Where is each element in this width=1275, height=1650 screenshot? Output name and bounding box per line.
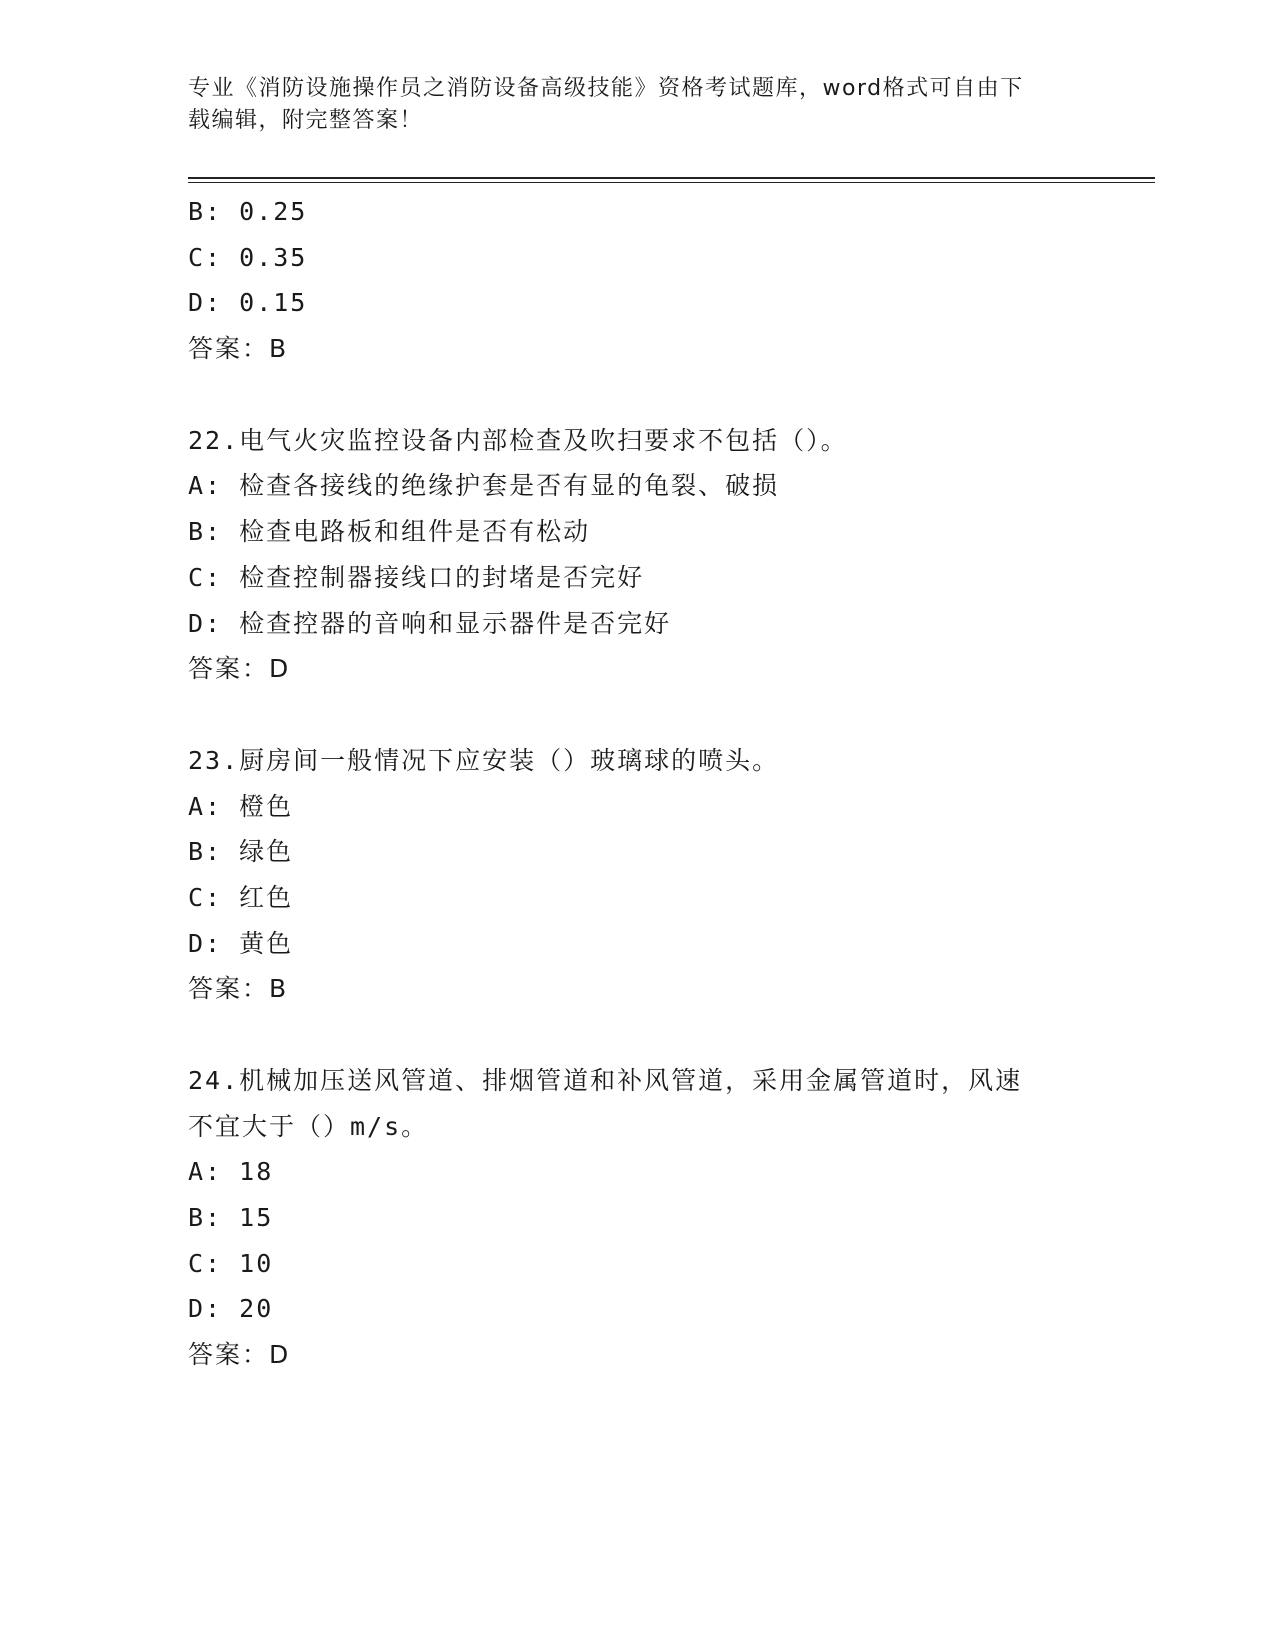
option-b: B: 0.25 <box>188 197 308 226</box>
question-block-22 <box>188 418 1088 692</box>
question-block-21-continued <box>188 189 1088 372</box>
header-line-1: 专业《消防设施操作员之消防设备高级技能》资格考试题库，word格式可自由下 <box>188 76 1024 101</box>
option-a: A: 检查各接线的绝缘护套是否有显的龟裂、破损 <box>188 471 780 501</box>
question-text: 22.电气火灾监控设备内部检查及吹扫要求不包括（）。 <box>188 425 848 455</box>
document-header <box>188 73 1068 137</box>
option-b: B: 绿色 <box>188 837 294 867</box>
question-list <box>188 189 1088 1378</box>
answer-line: 答案：B <box>188 974 289 1004</box>
option-c: C: 检查控制器接线口的封堵是否完好 <box>188 562 645 592</box>
option-b: B: 检查电路板和组件是否有松动 <box>188 517 591 547</box>
option-c: C: 红色 <box>188 882 294 912</box>
question-text: 23.厨房间一般情况下应安装（）玻璃球的喷头。 <box>188 745 780 775</box>
question-text-line-2: 不宜大于（）m/s。 <box>188 1111 429 1141</box>
option-d: D: 检查控器的音响和显示器件是否完好 <box>188 608 672 638</box>
header-divider-thick <box>188 177 1155 179</box>
answer-line: 答案：D <box>188 1340 291 1370</box>
option-d: D: 20 <box>188 1294 274 1324</box>
question-block-24 <box>188 1058 1088 1378</box>
answer-line: 答案：B <box>188 334 289 364</box>
option-a: A: 橙色 <box>188 791 294 821</box>
header-divider-thin <box>188 182 1155 183</box>
answer-line: 答案：D <box>188 654 291 684</box>
question-text-line-1: 24.机械加压送风管道、排烟管道和补风管道，采用金属管道时，风速 <box>188 1066 1023 1095</box>
option-a: A: 18 <box>188 1157 274 1187</box>
option-c: C: 0.35 <box>188 242 308 272</box>
option-b: B: 15 <box>188 1203 274 1233</box>
option-d: D: 黄色 <box>188 928 294 958</box>
option-c: C: 10 <box>188 1248 274 1278</box>
option-d: D: 0.15 <box>188 288 308 318</box>
header-line-2: 载编辑，附完整答案！ <box>188 108 424 133</box>
question-block-23 <box>188 738 1088 1012</box>
